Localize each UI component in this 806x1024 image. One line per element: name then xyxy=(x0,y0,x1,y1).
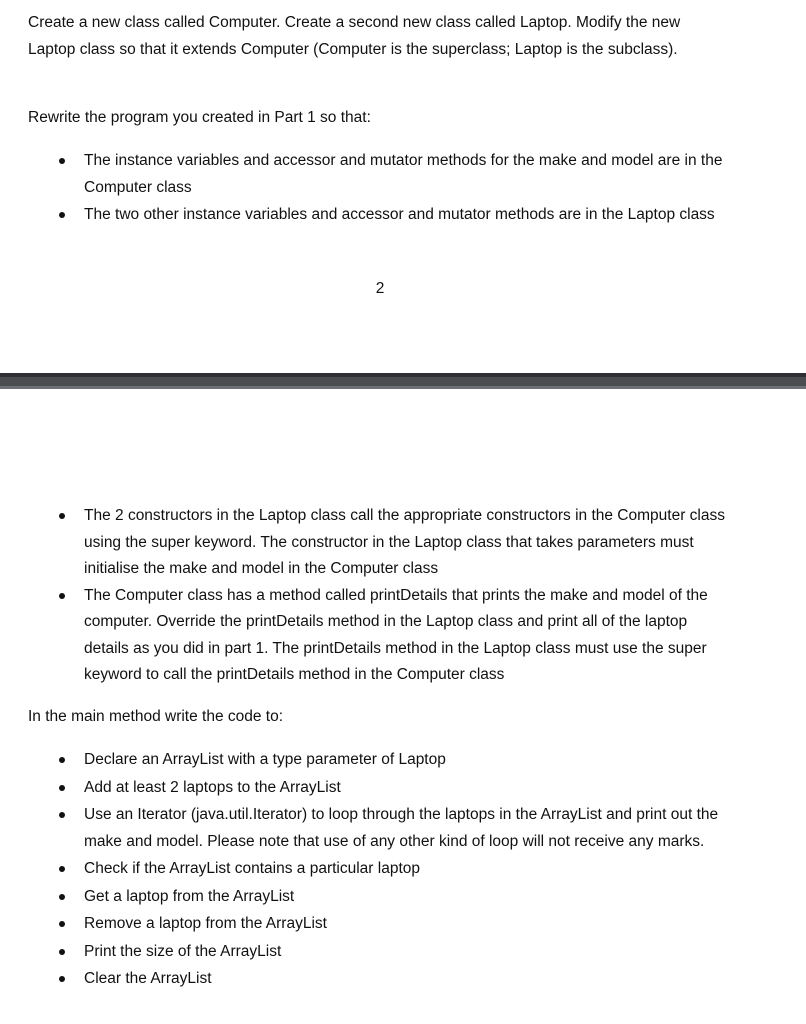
bullet-icon xyxy=(59,812,65,818)
list-item xyxy=(0,202,734,229)
bullet-icon xyxy=(59,513,65,519)
bullet-icon xyxy=(59,212,65,218)
intro-paragraph: Create a new class called Computer. Create a second new class called Laptop. Modify the new Laptop class so that it extends Computer (Computer is the superclass; Laptop is the subclass). xyxy=(28,14,681,58)
bullet-icon xyxy=(59,866,65,872)
list-item xyxy=(0,148,734,201)
list-item-text: Clear the ArrayList xyxy=(84,970,212,987)
rewrite-lead-paragraph: Rewrite the program you created in Part 1 so that: xyxy=(28,109,371,126)
bullet-icon xyxy=(59,894,65,900)
bullet-icon xyxy=(59,976,65,982)
list-item xyxy=(0,911,734,938)
list-item xyxy=(0,775,734,802)
bullet-icon xyxy=(59,158,65,164)
list-item-text: Remove a laptop from the ArrayList xyxy=(84,915,327,932)
bullet-icon xyxy=(59,757,65,763)
list-item xyxy=(0,802,734,855)
bullet-icon xyxy=(59,949,65,955)
list-item-text: The instance variables and accessor and mutator methods for the make and model are in the Computer class xyxy=(84,152,723,196)
page-break-divider xyxy=(0,373,806,389)
list-item xyxy=(0,966,734,993)
list-item-text: Declare an ArrayList with a type parameter of Laptop xyxy=(84,751,446,768)
list-item xyxy=(0,747,734,774)
bullet-icon xyxy=(59,785,65,791)
requirements-list-part-2 xyxy=(0,503,806,689)
main-method-lead-paragraph: In the main method write the code to: xyxy=(28,708,284,725)
main-method-task-list xyxy=(0,747,806,993)
document-page-1 xyxy=(0,0,806,373)
list-item-text: The Computer class has a method called printDetails that prints the make and model of the computer. Override the printDetails method in the Laptop class and print all of the laptop details as you did in part 1. The printDetails method in the Laptop class must use the super keyword to call the printDetails method in the Computer class xyxy=(84,586,708,683)
list-item xyxy=(0,856,734,883)
list-item-text: The 2 constructors in the Laptop class call the appropriate constructors in the Computer class using the super keyword. The constructor in the Laptop class that takes parameters must initialise the make and model in the Computer class xyxy=(84,507,725,577)
page-number: 2 xyxy=(375,280,385,297)
list-item xyxy=(0,939,734,966)
list-item-text: Print the size of the ArrayList xyxy=(84,942,282,960)
list-item-text: Check if the ArrayList contains a particular laptop xyxy=(84,860,421,877)
document-page-2 xyxy=(0,389,806,1024)
list-item-text: Add at least 2 laptops to the ArrayList xyxy=(84,778,341,796)
list-item xyxy=(0,884,734,911)
bullet-icon xyxy=(59,921,65,927)
list-item xyxy=(0,583,734,689)
list-item-text: Get a laptop from the ArrayList xyxy=(84,887,295,905)
list-item-text: Use an Iterator (java.util.Iterator) to loop through the laptops in the ArrayList and print out the make and model. Please note that use of any other kind of loop will not receive any marks. xyxy=(84,806,719,850)
list-item-text: The two other instance variables and accessor and mutator methods are in the Laptop class xyxy=(84,206,715,223)
list-item xyxy=(0,503,734,583)
bullet-icon xyxy=(59,593,65,599)
requirements-list-part-1 xyxy=(0,148,806,229)
